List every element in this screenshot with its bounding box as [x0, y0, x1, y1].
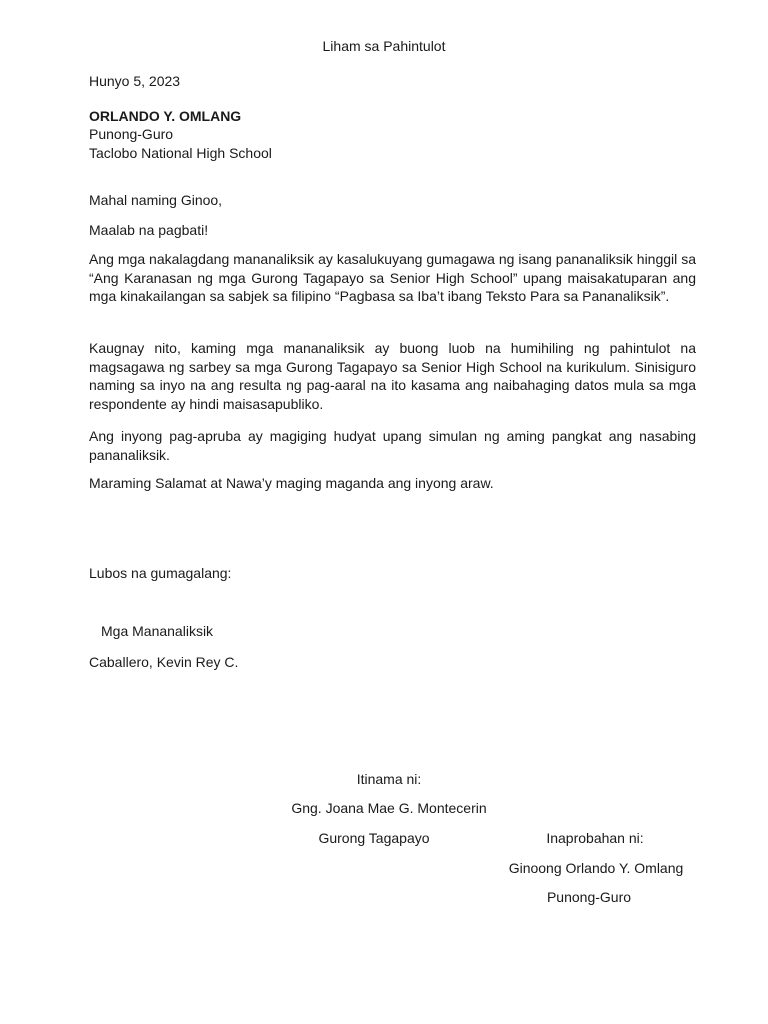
recipient-position: Punong-Guro	[89, 126, 174, 142]
body-paragraph-2: Kaugnay nito, kaming mga mananaliksik ay buong luob na humihiling ng pahintulot na magsagawa ng sarbey sa mga Gurong Tagapayo sa Senior High School na kurikulum. Sinisiguro naming sa inyo na ang resulta ng pag-aaral na ito kasama ang naibahaging datos mula sa mga respondente ay hindi maisasapubliko.	[89, 340, 696, 412]
body-paragraph-4: Maraming Salamat at Nawa’y maging maganda ang inyong araw.	[89, 475, 494, 491]
noted-label: Itinama ni:	[356, 771, 422, 787]
approved-label: Inaprobahan ni:	[546, 830, 644, 846]
salutation: Mahal naming Ginoo,	[89, 192, 223, 208]
researchers-label: Mga Mananaliksik	[101, 623, 214, 639]
recipient-school: Taclobo National High School	[89, 145, 272, 161]
noted-name: Gng. Joana Mae G. Montecerin	[291, 800, 487, 816]
approved-name: Ginoong Orlando Y. Omlang	[508, 860, 684, 876]
recipient-name: ORLANDO Y. OMLANG	[89, 108, 242, 124]
body-paragraph-1: Ang mga nakalagdang mananaliksik ay kasalukuyang gumagawa ng isang pananaliksik hinggil sa “Ang Karanasan ng mga Gurong Tagapayo sa Senior High School” upang maisakatuparan ang mga kinakailangan sa sabjek sa filipino “Pagbasa sa Iba’t ibang Teksto Para sa Pananaliksik”.	[89, 251, 696, 304]
noted-position: Gurong Tagapayo	[318, 830, 430, 846]
letter-date: Hunyo 5, 2023	[89, 73, 181, 89]
approved-position: Punong-Guro	[546, 889, 632, 905]
letter-title: Liham sa Pahintulot	[322, 38, 446, 54]
closing: Lubos na gumagalang:	[89, 565, 232, 581]
greeting: Maalab na pagbati!	[89, 222, 209, 238]
body-paragraph-3: Ang inyong pag-apruba ay magiging hudyat upang simulan ng aming pangkat ang nasabing pananaliksik.	[89, 428, 696, 463]
researcher-name: Caballero, Kevin Rey C.	[89, 654, 239, 670]
